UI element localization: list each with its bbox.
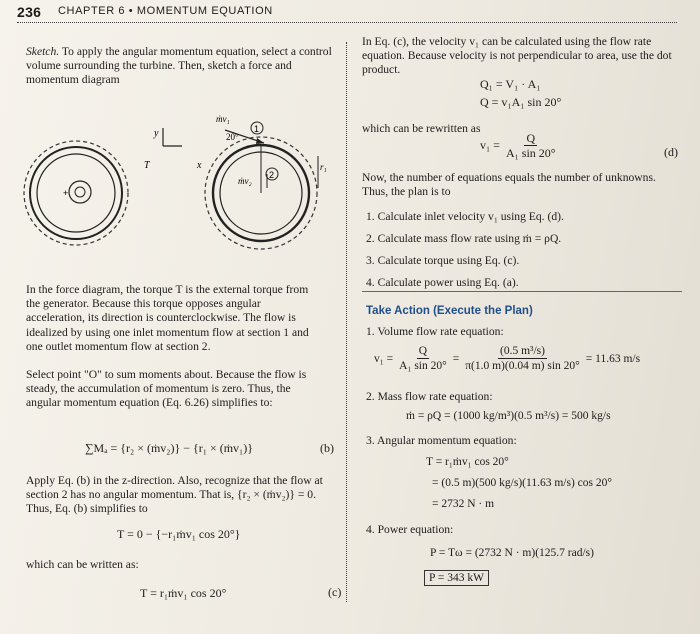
y-axis-label: y [154, 128, 159, 139]
step-1-fraction-1-num: Q [418, 345, 428, 357]
step-1-lhs: v₁ = [374, 352, 394, 365]
x-axis-label: x [197, 160, 202, 171]
step-1-fraction-2 [463, 344, 582, 373]
equation-d-denominator: A₁ sin 20° [505, 146, 556, 160]
equation-c-number: (c) [328, 585, 342, 599]
force-diagram [205, 114, 327, 249]
column-divider [346, 42, 347, 602]
sketch-paragraph [26, 45, 336, 88]
plan-list [366, 206, 564, 294]
equation-q2: Q = v₁A₁ sin 20° [480, 95, 562, 109]
mv1-label: ṁv₁ [216, 114, 230, 124]
force-diagram-paragraph: In the force diagram, the torque T is the external torque from the generator. Because this torque opposes angular acceleration, its direction is counterclockwise. The flow is idealized by using one inlet momentum flow at section 1 and one outlet momentum flow at section 2. [26, 283, 309, 353]
r1-label: r₁ [320, 162, 327, 172]
equation-d-lhs: v₁ = [480, 138, 500, 152]
plus-sign: + [63, 188, 69, 198]
now-paragraph: Now, the number of equations equals the number of unknowns. Thus, the plan is to [362, 171, 656, 199]
equation-b-number: (b) [320, 441, 334, 455]
coordinate-axes [144, 128, 202, 171]
step-1-fraction-1-den: A₁ sin 20° [399, 360, 447, 372]
equation-c: T = r₁ṁv₁ cos 20° [140, 586, 227, 600]
sketch-label: Sketch. [26, 45, 60, 58]
step-3-line-1: T = r₁ṁv₁ cos 20° [426, 456, 509, 468]
step-1-equation [374, 344, 640, 373]
control-volume-sketch [24, 141, 128, 245]
rewritten-text: which can be rewritten as [362, 122, 481, 135]
equation-d-fraction [504, 131, 558, 160]
inlet-arrowhead [256, 138, 264, 144]
torque-label-t: T [144, 160, 150, 171]
section-2-label: 2 [269, 170, 275, 180]
plan-item: 3. Calculate torque using Eq. (c). [366, 254, 520, 267]
plan-item: 4. Calculate power using Eq. (a). [366, 276, 519, 289]
step-4-label: 4. Power equation: [366, 523, 454, 536]
step-1-result: = 11.63 m/s [585, 352, 641, 365]
take-action-heading: Take Action (Execute the Plan) [366, 305, 533, 317]
step-1-fraction-2-num: (0.5 m³/s) [500, 345, 545, 357]
step-2-label: 2. Mass flow rate equation: [366, 390, 493, 403]
plan-item: 1. Calculate inlet velocity v₁ using Eq. (d). [366, 210, 564, 223]
intro-paragraph: In Eq. (c), the velocity v₁ can be calculated using the flow rate equation. Because velocity is not perpendicular to area, use the dot product. [362, 35, 672, 77]
hub-circle [69, 181, 91, 203]
step-1-fraction-2-den: π(1.0 m)(0.04 m) sin 20° [465, 360, 580, 372]
z-direction-paragraph: Apply Eq. (b) in the z-direction. Also, recognize that the flow at section 2 has no angular momentum. That is, {r₂ × (ṁv₂)} = 0. Thus, Eq. (b) simplifies to [26, 474, 323, 516]
plan-item: 2. Calculate mass flow rate using ṁ = ρQ. [366, 232, 562, 245]
equation-d [480, 131, 558, 160]
header-rule [17, 22, 677, 23]
step-1-fraction-1 [397, 344, 449, 373]
equation-b: ∑Mₐ = {r₂ × (ṁv₂)} − {r₁ × (ṁv₁)} [85, 441, 253, 455]
section-1-label: 1 [254, 124, 260, 134]
step-4-equation: P = Tω = (2732 N · m)(125.7 rad/s) [430, 547, 594, 559]
moment-paragraph: Select point "O" to sum moments about. Because the flow is steady, the accumulation of momentum is zero. Thus, the angular momentum equation (Eq. 6.26) simplifies to: [26, 368, 307, 410]
equation-d-number: (d) [664, 145, 678, 159]
step-1-label: 1. Volume flow rate equation: [366, 325, 504, 338]
point-o-marker [75, 187, 85, 197]
step-2-equation: ṁ = ρQ = (1000 kg/m³)(0.5 m³/s) = 500 kg/s [406, 410, 611, 422]
equation-t-zero: T = 0 − {−r₁ṁv₁ cos 20°} [117, 527, 241, 541]
sketch-text: To apply the angular momentum equation, select a control volume surrounding the turbine. Then, sketch a force and momentum diagram [26, 45, 332, 87]
step-3-label: 3. Angular momentum equation: [366, 434, 517, 447]
step-3-line-2: = (0.5 m)(500 kg/s)(11.63 m/s) cos 20° [432, 477, 612, 489]
control-volume-boundary [24, 141, 128, 245]
turbine-outer-ring [30, 147, 122, 239]
step-3-line-3: = 2732 N · m [432, 498, 495, 510]
chapter-heading: CHAPTER 6 • MOMENTUM EQUATION [58, 5, 273, 17]
final-answer-box: P = 343 kW [424, 570, 489, 586]
equation-d-numerator: Q [526, 131, 536, 145]
turbine-diagram [20, 108, 340, 278]
mv2-label: ṁv₂ [238, 176, 252, 186]
plan-rule [362, 291, 682, 292]
step-1-equals: = [452, 352, 460, 365]
angle-label: 20° [226, 132, 239, 142]
written-as-text: which can be written as: [26, 558, 139, 571]
equation-q1: Q₁ = V₁ · A₁ [480, 77, 541, 91]
page-number: 236 [17, 4, 42, 20]
turbine-inner-ring [37, 154, 115, 232]
